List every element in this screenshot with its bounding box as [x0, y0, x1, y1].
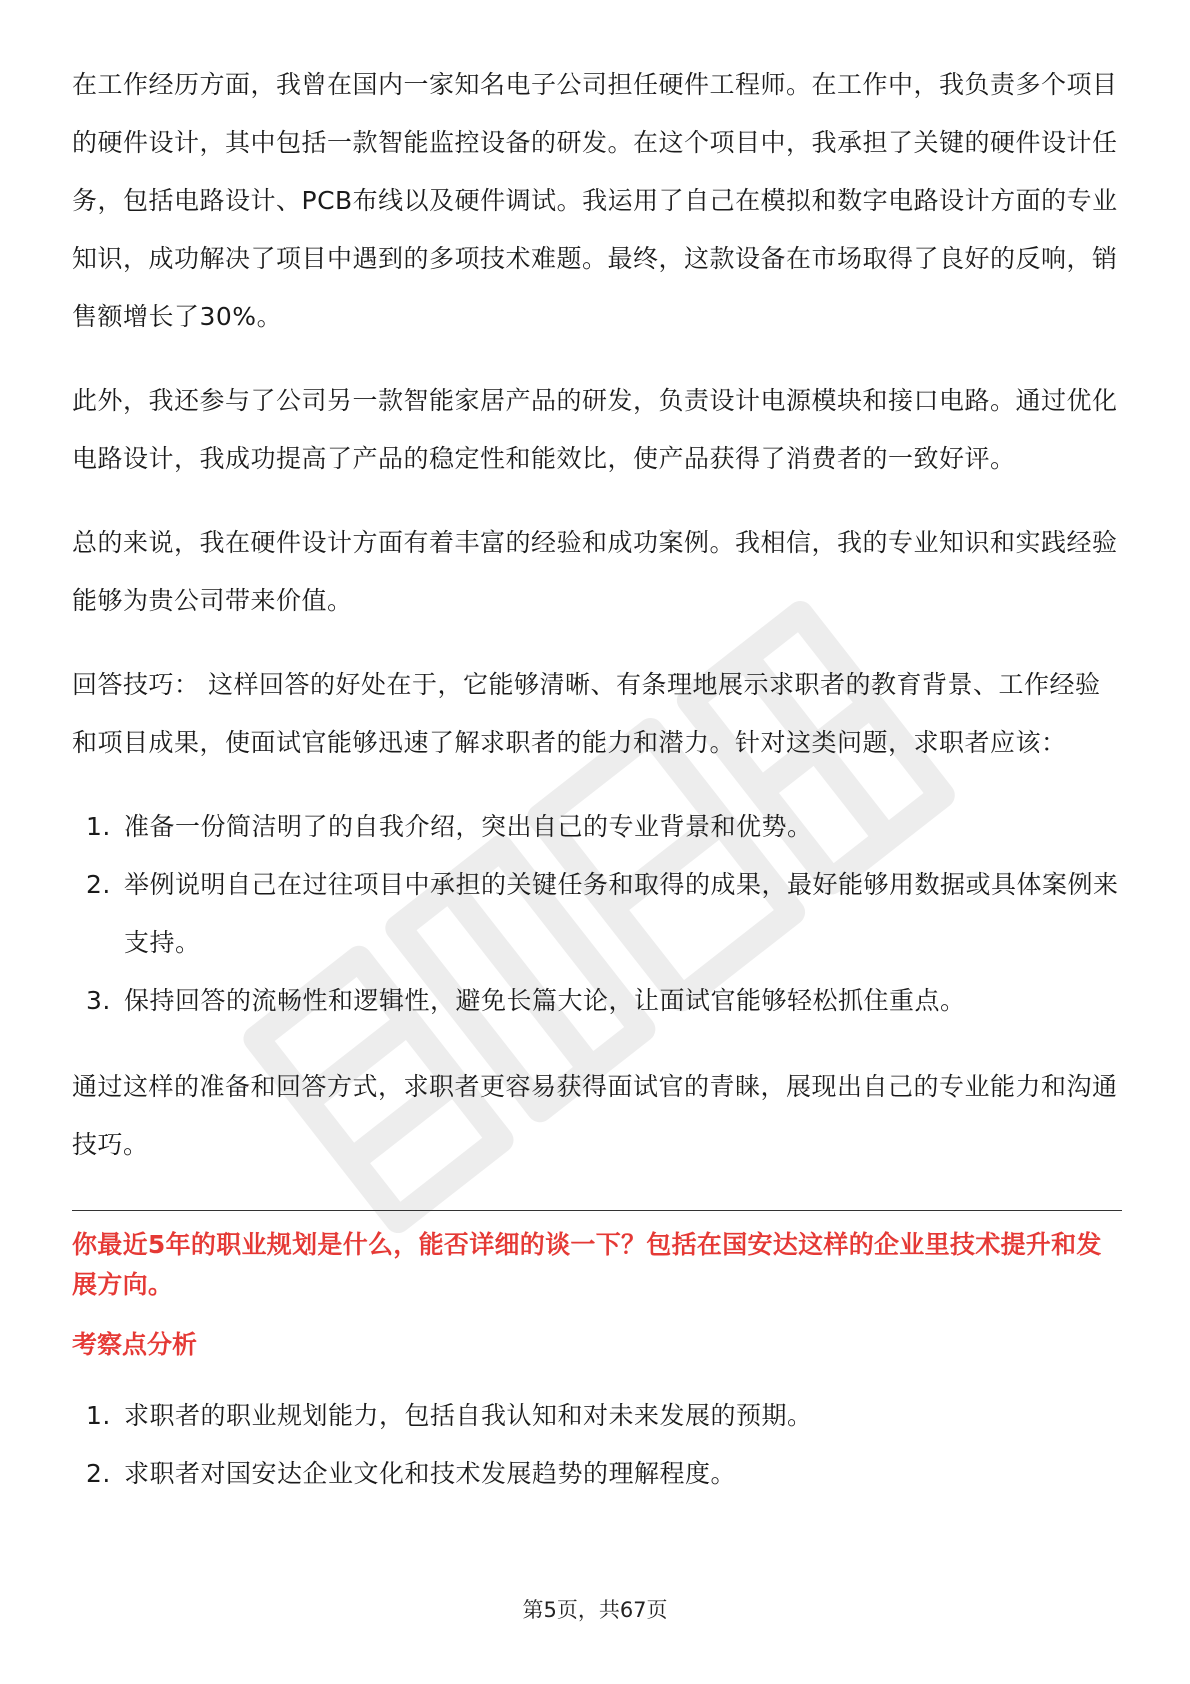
paragraph-summary: 总的来说，我在硬件设计方面有着丰富的经验和成功案例。我相信，我的专业知识和实践经验能够为贵公司带来价值。: [72, 528, 1118, 615]
list-item: [72, 1387, 1122, 1445]
list-text: 保持回答的流畅性和逻辑性，避免长篇大论，让面试官能够轻松抓住重点。: [124, 986, 966, 1015]
analysis-title: 考察点分析: [72, 1330, 198, 1359]
list-number: 2.: [86, 870, 111, 899]
list-number: 2.: [86, 1459, 111, 1488]
document-page: [72, 56, 1122, 1531]
list-item: [72, 1445, 1122, 1503]
list-text: 准备一份简洁明了的自我介绍，突出自己的专业背景和优势。: [124, 812, 813, 841]
list-text: 求职者的职业规划能力，包括自我认知和对未来发展的预期。: [124, 1401, 813, 1430]
list-text: 举例说明自己在过往项目中承担的关键任务和取得的成果，最好能够用数据或具体案例来支持。: [124, 870, 1119, 957]
paragraph-closing: 通过这样的准备和回答方式，求职者更容易获得面试官的青睐，展现出自己的专业能力和沟通技巧。: [72, 1072, 1118, 1159]
section-divider: [72, 1210, 1122, 1211]
list-item: [72, 856, 1122, 972]
page-footer: 第5页，共67页: [522, 1598, 668, 1622]
paragraph-work-experience: 在工作经历方面，我曾在国内一家知名电子公司担任硬件工程师。在工作中，我负责多个项目的硬件设计，其中包括一款智能监控设备的研发。在这个项目中，我承担了关键的硬件设计任务，包括电路设计、PCB布线以及硬件调试。我运用了自己在模拟和数字电路设计方面的专业知识，成功解决了项目中遇到的多项技术难题。最终，这款设备在市场取得了良好的反响，销售额增长了30%。: [72, 70, 1118, 331]
list-item: [72, 798, 1122, 856]
tips-list: [72, 798, 1122, 1030]
list-text: 求职者对国安达企业文化和技术发展趋势的理解程度。: [124, 1459, 737, 1488]
interview-question: 你最近5年的职业规划是什么，能否详细的谈一下？包括在国安达这样的企业里技术提升和发展方向。: [72, 1230, 1102, 1299]
list-number: 3.: [86, 986, 111, 1015]
list-number: 1.: [86, 1401, 111, 1430]
paragraph-answer-tips: 回答技巧： 这样回答的好处在于，它能够清晰、有条理地展示求职者的教育背景、工作经验和项目成果，使面试官能够迅速了解求职者的能力和潜力。针对这类问题，求职者应该：: [72, 670, 1101, 757]
list-number: 1.: [86, 812, 111, 841]
analysis-list: [72, 1387, 1122, 1503]
paragraph-smart-home: 此外，我还参与了公司另一款智能家居产品的研发，负责设计电源模块和接口电路。通过优化电路设计，我成功提高了产品的稳定性和能效比，使产品获得了消费者的一致好评。: [72, 386, 1118, 473]
list-item: [72, 972, 1122, 1030]
